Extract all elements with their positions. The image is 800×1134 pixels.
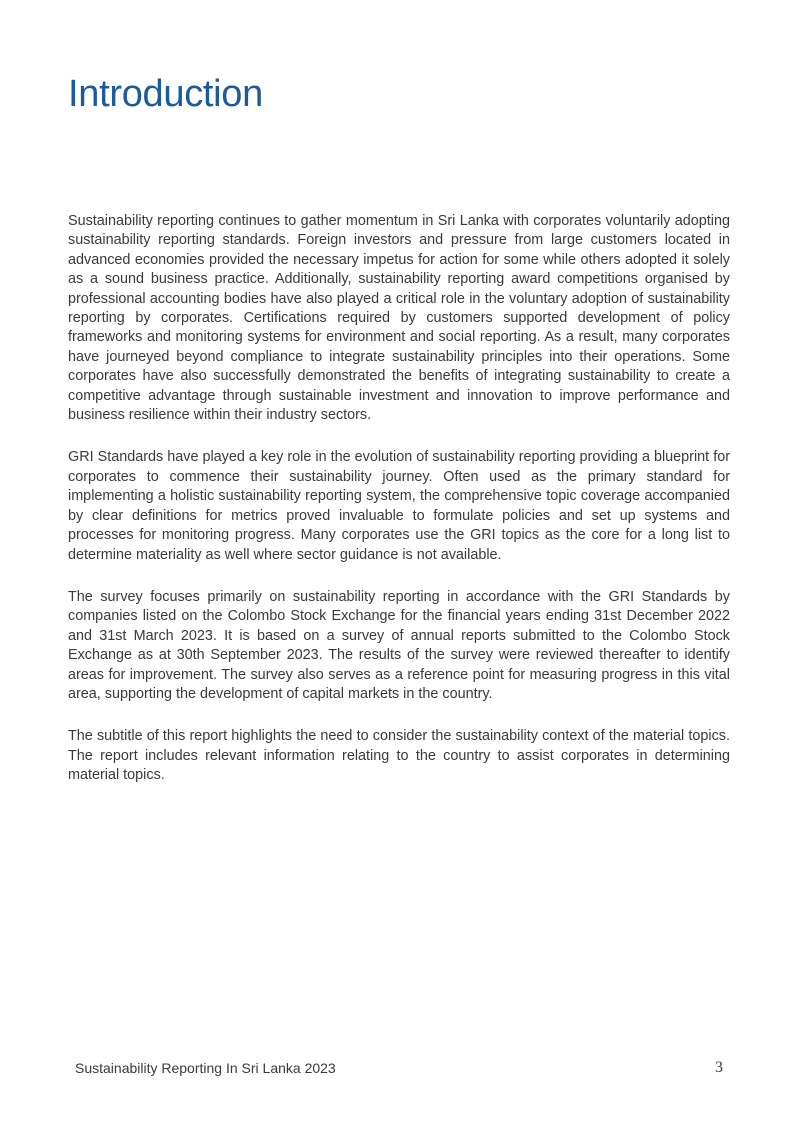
page-title: Introduction [68, 73, 263, 115]
page-number: 3 [715, 1059, 723, 1076]
footer-document-title: Sustainability Reporting In Sri Lanka 2023 [75, 1060, 336, 1076]
body-text [68, 212, 730, 809]
paragraph-3: The survey focuses primarily on sustainability reporting in accordance with the GRI Standards by companies listed on the Colombo Stock Exchange for the financial years ending 31st December 2022 and 31st March 2023. It is based on a survey of annual reports submitted to the Colombo Stock Exchange as at 30th September 2023. The results of the survey were reviewed thereafter to identify areas for improvement. The survey also serves as a reference point for measuring progress in this vital area, supporting the development of capital markets in the country. [68, 588, 730, 702]
paragraph-1: Sustainability reporting continues to gather momentum in Sri Lanka with corporates voluntarily adopting sustainability reporting standards. Foreign investors and pressure from large customers located in advanced economies provided the necessary impetus for action for some while others adopted it solely as a sound business practice. Additionally, sustainability reporting award competitions organised by professional accounting bodies have also played a critical role in the voluntary adoption of sustainability reporting by corporates. Certifications required by customers supported development of policy frameworks and monitoring systems for environment and social reporting. As a result, many corporates have journeyed beyond compliance to integrate sustainability principles into their operations. Some corporates have also successfully demonstrated the benefits of integrating sustainability to create a competitive advantage through sustainable investment and innovation to improve performance and business resilience within their industry sectors. [68, 213, 730, 424]
paragraph-4: The subtitle of this report highlights the need to consider the sustainability context of the material topics. The report includes relevant information relating to the country to assist corporates in determining material topics. [68, 728, 730, 784]
paragraph-2: GRI Standards have played a key role in the evolution of sustainability reporting providing a blueprint for corporates to commence their sustainability journey. Often used as the primary standard for implementing a holistic sustainability reporting system, the comprehensive topic coverage accompanied by clear definitions for metrics proved invaluable to formulate policies and set up systems and processes for monitoring progress. Many corporates use the GRI topics as the core for a long list to determine materiality as well where sector guidance is not available. [68, 449, 730, 563]
